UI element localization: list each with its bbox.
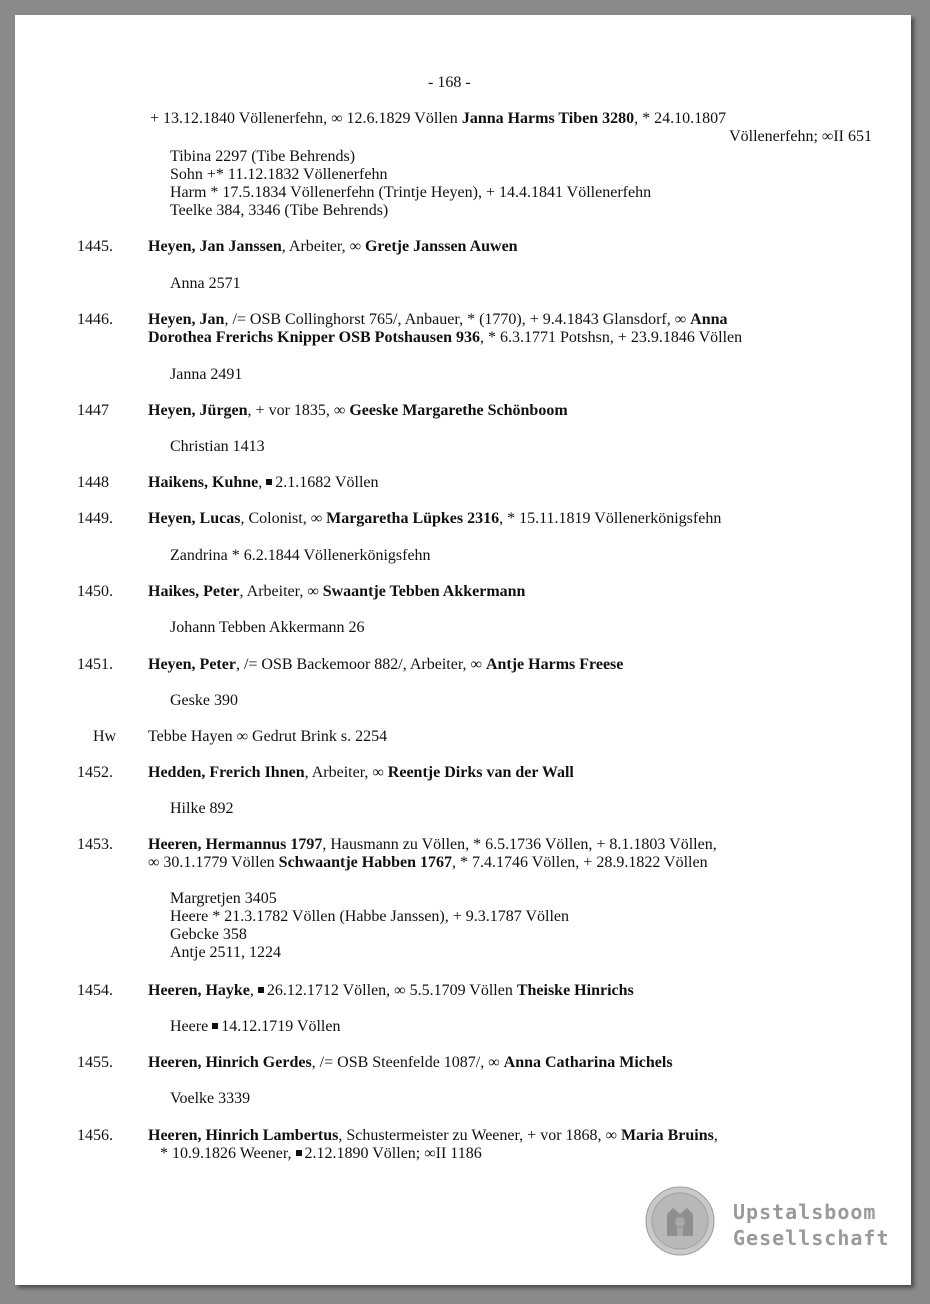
child-line: Heere * 21.3.1782 Völlen (Habbe Janssen), + 9.3.1787 Völlen [170, 908, 570, 925]
intro-spouse: Janna Harms Tiben 3280 [461, 110, 635, 127]
entry-name: Heeren, Hermannus 1797 [148, 836, 323, 853]
entry-name: Heyen, Lucas [148, 510, 241, 527]
entry-name: Heeren, Hinrich Lambertus [148, 1127, 339, 1144]
entry-text: , Hausmann zu Völlen, * 6.5.1736 Völlen, + 8.1.1803 Völlen, [322, 836, 717, 853]
document-page [15, 15, 911, 1285]
entry-name: Hedden, Frerich Ihnen [148, 764, 305, 781]
entry-spouse: Schwaantje Habben 1767 [278, 854, 453, 871]
entry-text: 2.12.1890 Völlen; ∞II 1186 [304, 1145, 482, 1162]
entry-line [148, 836, 717, 854]
entry-text: , * 15.11.1819 Völlenerkönigsfehn [499, 510, 722, 527]
child-name: Heere [170, 1018, 209, 1035]
entry-name: Heyen, Jürgen [148, 402, 248, 419]
entry-text: , [249, 982, 254, 999]
entry-line [148, 474, 379, 492]
logo-text-line-1: Upstalsboom [733, 1200, 877, 1224]
entry-spouse: Anna [690, 311, 728, 328]
entry-line [148, 238, 518, 256]
entry-text: , [258, 474, 263, 491]
entry-line [148, 510, 721, 528]
entry-name: Haikes, Peter [148, 583, 240, 600]
entry-spouse: Anna Catharina Michels [503, 1054, 673, 1071]
entry-text: , Schustermeister zu Weener, + vor 1868, ∞ [338, 1127, 621, 1144]
intro-line-1 [150, 110, 726, 128]
entry-spouse: Gretje Janssen Auwen [364, 238, 518, 255]
page-number: - 168 - [428, 74, 471, 91]
child-line: Janna 2491 [170, 366, 243, 383]
entry-spouse: Margaretha Lüpkes 2316 [326, 510, 500, 527]
child-date: 14.12.1719 Völlen [221, 1018, 341, 1035]
entry-name: Heyen, Peter [148, 656, 236, 673]
burial-square-icon [212, 1023, 218, 1029]
entry-line-2 [160, 1145, 482, 1163]
entry-name: Heyen, Jan Janssen [148, 238, 282, 255]
entry-spouse: Maria Bruins [620, 1127, 714, 1144]
child-line: Harm * 17.5.1834 Völlenerfehn (Trintje Heyen), + 14.4.1841 Völlenerfehn [170, 184, 652, 201]
entry-spouse: Geeske Margarethe Schönboom [349, 402, 568, 419]
burial-square-icon [266, 479, 272, 485]
entry-spouse: Antje Harms Freese [485, 656, 624, 673]
entry-spouse: Reentje Dirks van der Wall [387, 764, 574, 781]
entry-number: 1449. [77, 510, 113, 527]
seal-logo-icon [645, 1186, 715, 1256]
entry-number: 1453. [77, 836, 113, 853]
child-line: Hilke 892 [170, 800, 234, 817]
child-line: Christian 1413 [170, 438, 265, 455]
child-line: Margretjen 3405 [170, 890, 277, 907]
entry-text: 2.1.1682 Völlen [275, 474, 379, 491]
entry-line [148, 311, 728, 329]
entry-line [148, 1054, 673, 1072]
child-line: Gebcke 358 [170, 926, 247, 943]
entry-line [148, 764, 574, 782]
burial-square-icon [296, 1150, 302, 1156]
entry-number: 1452. [77, 764, 113, 781]
entry-text: , * 6.3.1771 Potshsn, + 23.9.1846 Völlen [480, 329, 743, 346]
entry-line-2 [148, 329, 742, 347]
entry-number: Hw [93, 728, 117, 745]
entry-text: 26.12.1712 Völlen, ∞ 5.5.1709 Völlen [266, 982, 517, 999]
child-line: Geske 390 [170, 692, 238, 709]
entry-text: , Arbeiter, ∞ [304, 764, 388, 781]
entry-number: 1448 [77, 474, 109, 491]
child-line: Teelke 384, 3346 (Tibe Behrends) [170, 202, 389, 219]
entry-number: 1447 [77, 402, 109, 419]
entry-line [148, 982, 634, 1000]
entry-name: Heeren, Hinrich Gerdes [148, 1054, 312, 1071]
entry-name: Heyen, Jan [148, 311, 225, 328]
burial-square-icon [258, 987, 264, 993]
entry-text: * 10.9.1826 Weener, [160, 1145, 292, 1162]
entry-number: 1451. [77, 656, 113, 673]
entry-name: Haikens, Kuhne [148, 474, 259, 491]
child-line: Antje 2511, 1224 [170, 944, 281, 961]
entry-text: , + vor 1835, ∞ [247, 402, 350, 419]
entry-text: , Colonist, ∞ [240, 510, 327, 527]
child-line: Sohn +* 11.12.1832 Völlenerfehn [170, 166, 388, 183]
entry-line: Tebbe Hayen ∞ Gedrut Brink s. 2254 [148, 728, 388, 745]
intro-line-2: Völlenerfehn; ∞II 651 [729, 128, 872, 145]
entry-number: 1450. [77, 583, 113, 600]
entry-text: , Arbeiter, ∞ [281, 238, 365, 255]
entry-text: , Arbeiter, ∞ [239, 583, 323, 600]
entry-number: 1455. [77, 1054, 113, 1071]
entry-text: ∞ 30.1.1779 Völlen [148, 854, 279, 871]
child-line: Anna 2571 [170, 275, 241, 292]
child-line: Zandrina * 6.2.1844 Völlenerkönigsfehn [170, 547, 431, 564]
entry-line [148, 1127, 718, 1145]
entry-text: , * 7.4.1746 Völlen, + 28.9.1822 Völlen [452, 854, 708, 871]
entry-spouse: Swaantje Tebben Akkermann [322, 583, 526, 600]
entry-text: , /= OSB Backemoor 882/, Arbeiter, ∞ [235, 656, 486, 673]
entry-line-2 [148, 854, 708, 872]
entry-number: 1445. [77, 238, 113, 255]
entry-text: , [713, 1127, 718, 1144]
entry-number: 1446. [77, 311, 113, 328]
child-line: Johann Tebben Akkermann 26 [170, 619, 365, 636]
entry-line [148, 402, 568, 420]
entry-line [148, 656, 623, 674]
entry-number: 1456. [77, 1127, 113, 1144]
intro-text-end: , * 24.10.1807 [634, 110, 727, 127]
entry-name: Heeren, Hayke [148, 982, 250, 999]
child-line: Voelke 3339 [170, 1090, 251, 1107]
entry-number: 1454. [77, 982, 113, 999]
entry-spouse: Theiske Hinrichs [516, 982, 634, 999]
entry-line [148, 583, 525, 601]
entry-text: , /= OSB Steenfelde 1087/, ∞ [311, 1054, 504, 1071]
child-line: Tibina 2297 (Tibe Behrends) [170, 148, 356, 165]
child-line [170, 1018, 340, 1036]
intro-text: + 13.12.1840 Völlenerfehn, ∞ 12.6.1829 Völlen [150, 110, 462, 127]
logo-text-line-2: Gesellschaft [733, 1226, 890, 1250]
entry-spouse: Dorothea Frerichs Knipper OSB Potshausen 936 [148, 329, 481, 346]
entry-text: , /= OSB Collinghorst 765/, Anbauer, * (1770), + 9.4.1843 Glansdorf, ∞ [224, 311, 691, 328]
